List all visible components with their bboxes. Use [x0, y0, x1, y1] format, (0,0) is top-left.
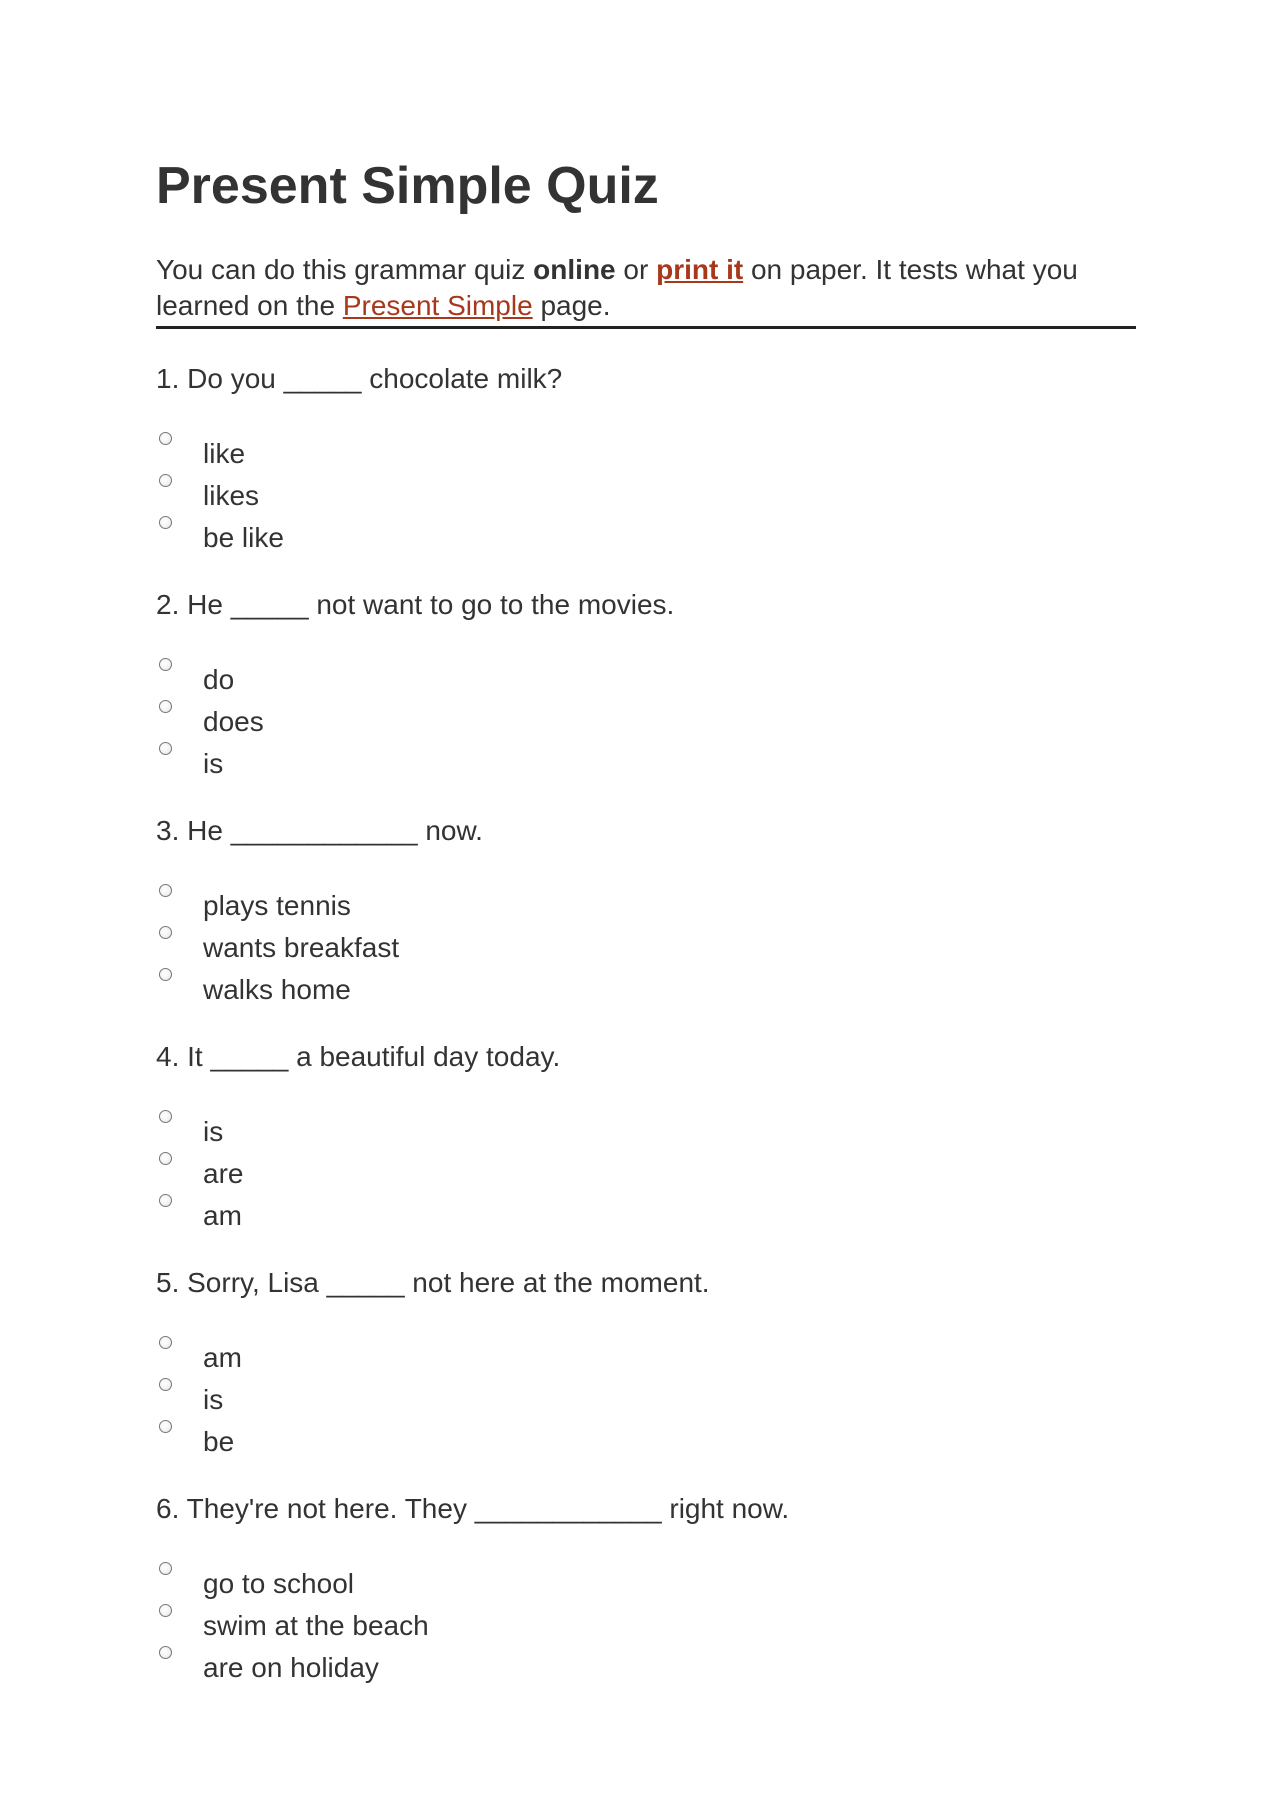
option-item[interactable]	[156, 881, 1136, 923]
intro-online: online	[533, 254, 616, 285]
question-text: 6. They're not here. They ____________ right now.	[156, 1493, 790, 1524]
option-item[interactable]	[156, 1375, 1136, 1417]
option-list	[156, 655, 1136, 781]
intro-text-middle: on paper. It tests what you learned on the	[156, 254, 1078, 321]
option-label: is	[203, 1384, 224, 1415]
option-item[interactable]	[156, 1149, 1136, 1191]
page-title: Present Simple Quiz	[156, 157, 659, 215]
question-text: 5. Sorry, Lisa _____ not here at the moment.	[156, 1267, 710, 1298]
question-text: 2. He _____ not want to go to the movies.	[156, 589, 675, 620]
option-item[interactable]	[156, 1107, 1136, 1149]
option-item[interactable]	[156, 1417, 1136, 1459]
option-label: do	[203, 664, 235, 695]
option-label: is	[203, 748, 224, 779]
radio-button[interactable]	[159, 1562, 172, 1575]
radio-button[interactable]	[159, 742, 172, 755]
option-label: walks home	[203, 974, 351, 1005]
radio-button[interactable]	[159, 1194, 172, 1207]
intro-paragraph	[156, 252, 1136, 329]
print-it-link[interactable]: print it	[656, 254, 744, 285]
option-list	[156, 1333, 1136, 1459]
radio-button[interactable]	[159, 432, 172, 445]
radio-button[interactable]	[159, 926, 172, 939]
question-text: 3. He ____________ now.	[156, 815, 483, 846]
option-label: are	[203, 1158, 244, 1189]
option-item[interactable]	[156, 1643, 1136, 1685]
question-3	[156, 813, 1136, 1007]
option-list	[156, 881, 1136, 1007]
intro-text-or: or	[615, 254, 657, 285]
option-item[interactable]	[156, 965, 1136, 1007]
option-label: am	[203, 1200, 242, 1231]
radio-button[interactable]	[159, 968, 172, 981]
option-label: be	[203, 1426, 235, 1457]
radio-button[interactable]	[159, 884, 172, 897]
option-item[interactable]	[156, 1559, 1136, 1601]
radio-button[interactable]	[159, 658, 172, 671]
option-item[interactable]	[156, 1191, 1136, 1233]
radio-button[interactable]	[159, 474, 172, 487]
intro-text-end: page.	[532, 290, 611, 321]
option-item[interactable]	[156, 923, 1136, 965]
question-6	[156, 1491, 1136, 1685]
radio-button[interactable]	[159, 1336, 172, 1349]
present-simple-link[interactable]: Present Simple	[342, 290, 533, 321]
option-label: is	[203, 1116, 224, 1147]
question-text: 4. It _____ a beautiful day today.	[156, 1041, 561, 1072]
option-label: are on holiday	[203, 1652, 379, 1683]
radio-button[interactable]	[159, 516, 172, 529]
radio-button[interactable]	[159, 1378, 172, 1391]
option-item[interactable]	[156, 739, 1136, 781]
radio-button[interactable]	[159, 1152, 172, 1165]
intro-text-start: You can do this grammar quiz	[156, 254, 534, 285]
option-list	[156, 1559, 1136, 1685]
radio-button[interactable]	[159, 1420, 172, 1433]
question-text: 1. Do you _____ chocolate milk?	[156, 363, 563, 394]
option-item[interactable]	[156, 655, 1136, 697]
option-label: wants breakfast	[203, 932, 400, 963]
option-item[interactable]	[156, 513, 1136, 555]
question-1	[156, 361, 1136, 555]
radio-button[interactable]	[159, 1646, 172, 1659]
option-label: go to school	[203, 1568, 354, 1599]
quiz-page	[156, 150, 1136, 1685]
option-label: am	[203, 1342, 242, 1373]
option-list	[156, 429, 1136, 555]
radio-button[interactable]	[159, 1604, 172, 1617]
question-4	[156, 1039, 1136, 1233]
option-item[interactable]	[156, 471, 1136, 513]
option-label: swim at the beach	[203, 1610, 429, 1641]
option-label: does	[203, 706, 264, 737]
option-item[interactable]	[156, 1333, 1136, 1375]
question-5	[156, 1265, 1136, 1459]
option-list	[156, 1107, 1136, 1233]
option-label: likes	[203, 480, 260, 511]
radio-button[interactable]	[159, 1110, 172, 1123]
option-item[interactable]	[156, 1601, 1136, 1643]
option-label: be like	[203, 522, 284, 553]
option-item[interactable]	[156, 429, 1136, 471]
question-2	[156, 587, 1136, 781]
option-item[interactable]	[156, 697, 1136, 739]
option-label: plays tennis	[203, 890, 351, 921]
option-label: like	[203, 438, 246, 469]
radio-button[interactable]	[159, 700, 172, 713]
